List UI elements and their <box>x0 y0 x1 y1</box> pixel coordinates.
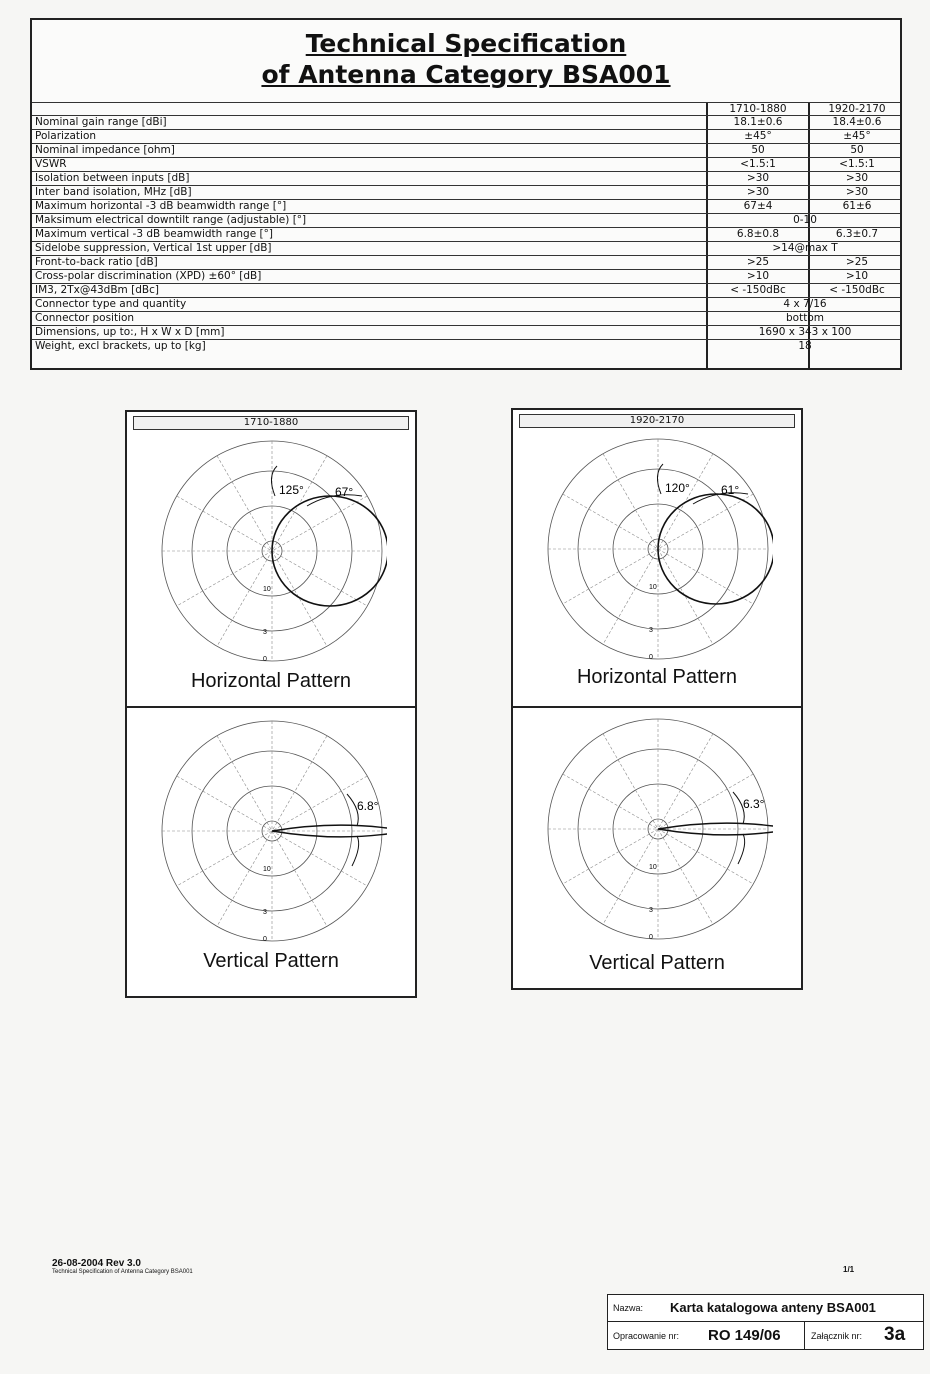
spec-row-label: Cross-polar discrimination (XPD) ±60° [dB] <box>35 270 262 282</box>
pattern-panel-right <box>511 408 803 990</box>
spec-row-label: Inter band isolation, MHz [dB] <box>35 186 192 198</box>
spec-row-label: Maximum horizontal -3 dB beamwidth range [°] <box>35 200 287 212</box>
stamp-zal-label: Załącznik nr: <box>811 1331 863 1341</box>
band-header-row <box>32 102 900 115</box>
spec-row-label: Dimensions, up to:, H x W x D [mm] <box>35 326 225 338</box>
stamp-row-numbers <box>608 1322 923 1350</box>
panel-divider <box>127 706 415 708</box>
spec-row-value-band2: 6.3±0.7 <box>835 228 879 240</box>
spec-row-value-band1: < -150dBc <box>730 284 786 296</box>
tick-label: 10 <box>649 864 657 871</box>
spec-row-value-band1: >10 <box>746 270 770 282</box>
spec-row-value-band1: 18.1±0.6 <box>733 116 783 128</box>
tick-label: 3 <box>263 629 267 636</box>
page-number: 1/1 <box>843 1265 855 1274</box>
footer-doc-name: Technical Specification of Antenna Category BSA001 <box>52 1269 193 1275</box>
stamp-divider <box>804 1322 805 1350</box>
spec-row-label: Front-to-back ratio [dB] <box>35 256 158 268</box>
spec-row-value-band2: ±45° <box>843 130 871 142</box>
beamwidth-label: 6.3° <box>743 797 765 811</box>
band-label: 1710-1880 <box>133 416 409 430</box>
spec-row-value: bottom <box>786 312 824 324</box>
spec-row-value-band1: <1.5:1 <box>740 158 776 170</box>
angle-arc <box>738 834 745 864</box>
spec-row <box>32 255 900 269</box>
spec-row-value-band1: 67±4 <box>743 200 773 212</box>
tick-label: 3 <box>649 627 653 634</box>
spec-title <box>32 28 900 90</box>
spec-row <box>32 283 900 297</box>
stamp-nazwa-value: Karta katalogowa anteny BSA001 <box>670 1300 876 1315</box>
spec-row-value: 4 x 7/16 <box>783 298 827 310</box>
spec-row-value-band1: >25 <box>746 256 770 268</box>
tick-label: 0 <box>649 934 653 941</box>
spec-row-label: Maksimum electrical downtilt range (adjustable) [°] <box>35 214 307 226</box>
beamwidth-label: 6.8° <box>357 799 379 813</box>
stamp-nazwa-label: Nazwa: <box>613 1303 644 1313</box>
spec-row-label: Isolation between inputs [dB] <box>35 172 190 184</box>
spec-row-value-band1: >30 <box>746 186 770 198</box>
vertical-pattern-title: Vertical Pattern <box>203 950 339 972</box>
spec-row-value: 1690 x 343 x 100 <box>758 326 852 338</box>
beamwidth-label: 120° <box>665 481 690 495</box>
tick-label: 3 <box>649 907 653 914</box>
horizontal-pattern-title: Horizontal Pattern <box>190 670 352 692</box>
title-stamp <box>607 1294 924 1350</box>
spec-row-value-band1: ±45° <box>744 130 772 142</box>
pattern-panel-left <box>125 410 417 998</box>
spec-row <box>32 269 900 283</box>
spec-row-value-band2: < -150dBc <box>829 284 885 296</box>
spec-row <box>32 185 900 199</box>
stamp-opr-value: RO 149/06 <box>708 1327 781 1344</box>
spec-row-value: 0-10 <box>793 214 817 226</box>
spec-row <box>32 339 900 353</box>
spec-table <box>30 18 902 370</box>
spec-row-value-band2: >10 <box>845 270 869 282</box>
spec-row-label: Sidelobe suppression, Vertical 1st upper [dB] <box>35 242 272 254</box>
spec-title-line2: of Antenna Category BSA001 <box>261 60 671 89</box>
spec-row-value-band2: <1.5:1 <box>839 158 875 170</box>
band2-header: 1920-2170 <box>828 103 886 115</box>
spec-row-value-band1: 50 <box>751 144 765 156</box>
tick-label: 0 <box>263 656 267 663</box>
spec-row-label: Connector type and quantity <box>35 298 187 310</box>
spec-row <box>32 171 900 185</box>
spec-row-value-band1: 6.8±0.8 <box>736 228 780 240</box>
spec-row-label: Connector position <box>35 312 135 324</box>
beamwidth-label: 125° <box>279 483 304 497</box>
spec-row <box>32 227 900 241</box>
spec-rows <box>32 102 900 353</box>
footer-info <box>52 1258 193 1275</box>
spec-row-value-band2: >30 <box>845 186 869 198</box>
horizontal-polar-plot <box>157 436 387 666</box>
tick-label: 10 <box>263 866 271 873</box>
spec-row-value-band2: 50 <box>850 144 864 156</box>
spec-row-label: Nominal gain range [dBi] <box>35 116 167 128</box>
beamwidth-label: 61° <box>721 483 740 497</box>
vertical-pattern-title: Vertical Pattern <box>589 952 725 974</box>
band1-header: 1710-1880 <box>729 103 787 115</box>
angle-arc <box>352 836 359 866</box>
spec-row-label: IM3, 2Tx@43dBm [dBc] <box>35 284 159 296</box>
spec-row <box>32 199 900 213</box>
spec-row-value-band2: >30 <box>845 172 869 184</box>
spec-row <box>32 129 900 143</box>
footer-date-rev: 26-08-2004 Rev 3.0 <box>52 1258 141 1269</box>
tick-label: 10 <box>263 586 271 593</box>
tick-label: 0 <box>263 936 267 943</box>
tick-label: 3 <box>263 909 267 916</box>
spec-title-line1: Technical Specification <box>305 29 627 58</box>
band-label: 1920-2170 <box>519 414 795 428</box>
spec-row <box>32 115 900 129</box>
spec-row <box>32 157 900 171</box>
spec-row-value-band2: 61±6 <box>842 200 872 212</box>
spec-row <box>32 325 900 339</box>
stamp-zal-value: 3a <box>884 1324 906 1345</box>
spec-row-value: 18 <box>798 340 812 352</box>
spec-row <box>32 311 900 325</box>
beamwidth-label: 67° <box>335 485 354 499</box>
spec-row <box>32 297 900 311</box>
spec-row-value-band1: >30 <box>746 172 770 184</box>
tick-label: 10 <box>649 584 657 591</box>
panel-divider <box>513 706 801 708</box>
horizontal-polar-plot <box>543 434 773 664</box>
vertical-polar-plot <box>157 716 387 946</box>
spec-row-value-band2: >25 <box>845 256 869 268</box>
spec-row-label: VSWR <box>35 158 67 170</box>
spec-row-label: Polarization <box>35 130 97 142</box>
spec-row-label: Maximum vertical -3 dB beamwidth range [°] <box>35 228 273 240</box>
spec-row <box>32 241 900 255</box>
stamp-opr-label: Opracowanie nr: <box>613 1331 680 1341</box>
stamp-row-name <box>608 1295 923 1322</box>
spec-row <box>32 213 900 227</box>
vertical-polar-plot <box>543 714 773 944</box>
spec-row-value-band2: 18.4±0.6 <box>832 116 882 128</box>
spec-row-label: Nominal impedance [ohm] <box>35 144 175 156</box>
spec-row-label: Weight, excl brackets, up to [kg] <box>35 340 206 352</box>
horizontal-pattern-title: Horizontal Pattern <box>576 666 738 688</box>
spec-row <box>32 143 900 157</box>
tick-label: 0 <box>649 654 653 661</box>
spec-row-value: >14@max T <box>772 242 838 254</box>
